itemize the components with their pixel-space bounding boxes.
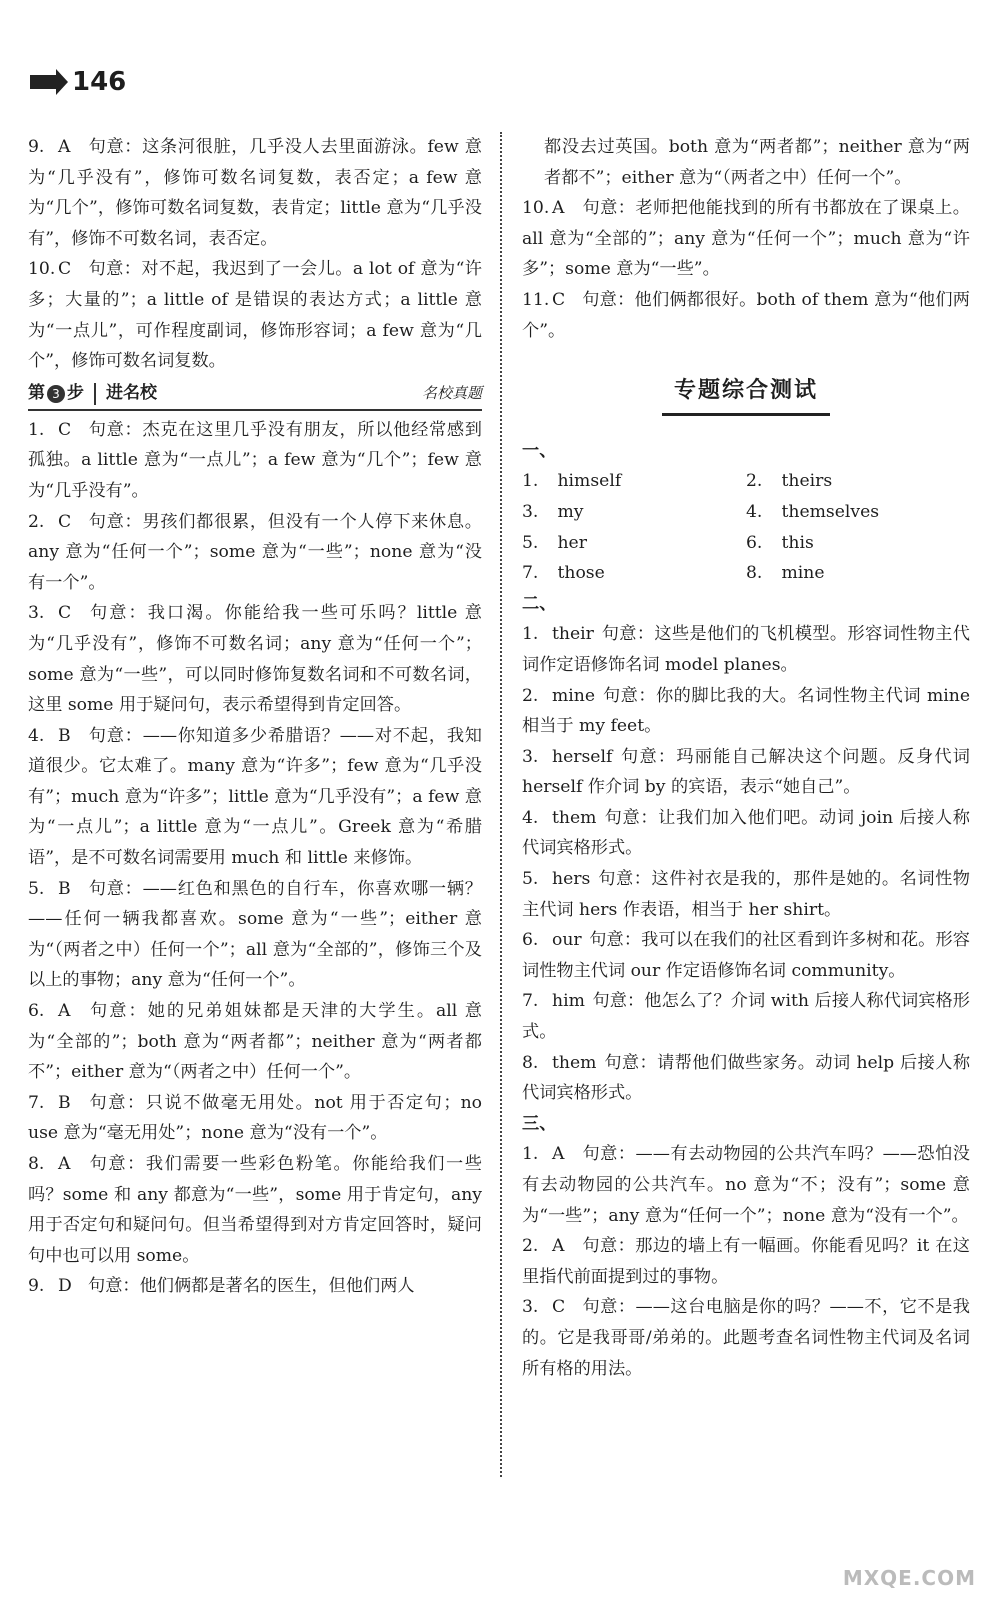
grid-answer: 5. her xyxy=(522,532,587,553)
answer-item: 9. A 句意：这条河很脏，几乎没人去里面游泳。few 意为“几乎没有”，修饰可数名词复数，表否定；a few 意为“几个”，修饰可数名词复数，表肯定；little 意为“几乎没有”，修饰不可数名词，表否定。 xyxy=(28,137,482,249)
answer-item: 3. C 句意：我口渴。你能给我一些可乐吗？little 意为“几乎没有”，修饰不可数名词；any 意为“任何一个”；some 意为“一些”，可以同时修饰复数名词和不可数名词，这里 some 用于疑问句，表示希望得到肯定回答。 xyxy=(28,603,482,716)
step-banner: 第 3 步 进名校 名校真题 xyxy=(28,379,482,411)
grid-answer: 4. themselves xyxy=(746,501,880,522)
grid-answer: 1. himself xyxy=(522,471,622,492)
answer-item: 10. C 句意：对不起，我迟到了一会儿。a lot of 意为“许多；大量的”；a little of 是错误的表达方式；a little 意为“一点儿”，可作程度副词，修饰形容词；a few 意为“几个”，修饰可数名词复数。 xyxy=(28,259,482,372)
grid-answer: 8. mine xyxy=(746,563,825,584)
answer-item: 6. A 句意：她的兄弟姐妹都是天津的大学生。all 意为“全部的”；both 意为“两者都”；neither 意为“两者都不”；either 意为“（两者之中）任何一个”。 xyxy=(28,1001,482,1083)
answer-item: 3. C 句意：——这台电脑是你的吗？——不，它不是我的。它是我哥哥/弟弟的。此题考查名词性物主代词及名词所有格的用法。 xyxy=(522,1297,970,1379)
step-number-badge: 3 xyxy=(47,385,65,403)
left-column xyxy=(28,132,482,1302)
answer-item: 5. hers 句意：这件衬衣是我的，那件是她的。名词性物主代词 hers 作表语，相当于 her shirt。 xyxy=(522,869,970,920)
answer-item: 1. their 句意：这些是他们的飞机模型。形容词性物主代词作定语修饰名词 model planes。 xyxy=(522,624,970,675)
page-header xyxy=(30,62,126,102)
grid-answer: 7. those xyxy=(522,563,605,584)
continued-text: 都没去过英国。both 意为“两者都”；neither 意为“两者都不”；either 意为“（两者之中）任何一个”。 xyxy=(544,137,970,188)
page-number: 146 xyxy=(72,67,127,97)
answer-item: 3. herself 句意：玛丽能自己解决这个问题。反身代词 herself 作介词 by 的宾语，表示“她自己”。 xyxy=(522,746,970,798)
answer-item: 8. A 句意：我们需要一些彩色粉笔。你能给我们一些吗？some 和 any 都意为“一些”，some 用于肯定句，any 用于否定句和疑问句。但当希望得到对方肯定回答时，疑问句中也可以用 some。 xyxy=(28,1154,482,1266)
answer-item: 2. C 句意：男孩们都很累，但没有一个人停下来休息。any 意为“任何一个”；some 意为“一些”；none 意为“没有一个”。 xyxy=(28,511,482,593)
part-label: 三、 xyxy=(522,1113,557,1134)
section-title: 专题综合测试 xyxy=(522,376,970,416)
answer-item: 4. B 句意：——你知道多少希腊语？——对不起，我知道很少。它太难了。many 意为“许多”；few 意为“几乎没有”；much 意为“许多”；little 意为“几乎没有”；a few 意为“一点儿”；a little 意为“一点儿”。Greek 意为“希腊语”，是不可数名词需要用 much 和 little 来修饰。 xyxy=(28,725,482,869)
answer-item: 7. him 句意：他怎么了？介词 with 后接人称代词宾格形式。 xyxy=(522,991,970,1043)
answer-item: 8. them 句意：请帮他们做些家务。动词 help 后接人称代词宾格形式。 xyxy=(522,1052,971,1104)
step-name: 进名校 xyxy=(106,383,157,404)
watermark-logo: MXQE.COM xyxy=(842,1566,976,1590)
grid-answer: 3. my xyxy=(522,501,584,522)
grid-answer: 6. this xyxy=(746,532,814,553)
answer-item: 6. our 句意：我可以在我们的社区看到许多树和花。形容词性物主代词 our 作定语修饰名词 community。 xyxy=(522,930,970,981)
part-label: 二、 xyxy=(522,593,557,614)
explanation: 句意：对不起，我迟到了一会儿。a lot of 意为“许多；大量的”；a little of 是错误的表达方式；a little 意为“一点儿”，可作程度副词，修饰形容词；a few 意为“几个”，修饰可数名词复数。 xyxy=(28,259,482,372)
answer-item: 2. mine 句意：你的脚比我的大。名词性物主代词 mine 相当于 my feet。 xyxy=(522,685,970,737)
answer-item: 2. A 句意：那边的墙上有一幅画。你能看见吗？it 在这里指代前面提到过的事物。 xyxy=(522,1236,970,1287)
column-divider xyxy=(500,132,502,1477)
answer-item: 1. C 句意：杰克在这里几乎没有朋友，所以他经常感到孤独。a little 意为“一点儿”；a few 意为“几个”；few 意为“几乎没有”。 xyxy=(28,419,482,501)
part-label: 一、 xyxy=(522,440,557,461)
separator xyxy=(94,383,96,405)
answer-item: 1. A 句意：——有去动物园的公共汽车吗？——恐怕没有去动物园的公共汽车。no 意为“不；没有”；some 意为“一些”；any 意为“任何一个”；none 意为“没有一个”。 xyxy=(522,1144,970,1226)
grid-answer: 2. theirs xyxy=(746,471,833,492)
answer-item: 4. them 句意：让我们加入他们吧。动词 join 后接人称代词宾格形式。 xyxy=(522,807,970,859)
right-column xyxy=(522,132,970,1384)
step-tag: 名校真题 xyxy=(421,384,482,403)
answer-item: 9. D 句意：他们俩都是著名的医生，但他们两人 xyxy=(28,1276,415,1297)
explanation: 句意：这条河很脏，几乎没人去里面游泳。few 意为“几乎没有”，修饰可数名词复数，表否定；a few 意为“几个”，修饰可数名词复数，表肯定；little 意为“几乎没有”，修饰不可数名词，表否定。 xyxy=(28,137,482,249)
answer-item: 7. B 句意：只说不做毫无用处。not 用于否定句；no use 意为“毫无用处”；none 意为“没有一个”。 xyxy=(28,1092,482,1144)
answer-item: 10. A 句意：老师把他能找到的所有书都放在了课桌上。all 意为“全部的”；any 意为“任何一个”；much 意为“许多”；some 意为“一些”。 xyxy=(522,198,970,280)
answer-item: 11. C 句意：他们俩都很好。both of them 意为“他们两个”。 xyxy=(522,289,970,341)
answer-grid xyxy=(522,466,970,588)
answer-item: 5. B 句意：——红色和黑色的自行车，你喜欢哪一辆？——任何一辆我都喜欢。some 意为“一些”；either 意为“（两者之中）任何一个”；all 意为“全部的”，修饰三个及以上的事物；any 意为“任何一个”。 xyxy=(28,878,482,991)
arrow-icon xyxy=(30,75,56,89)
